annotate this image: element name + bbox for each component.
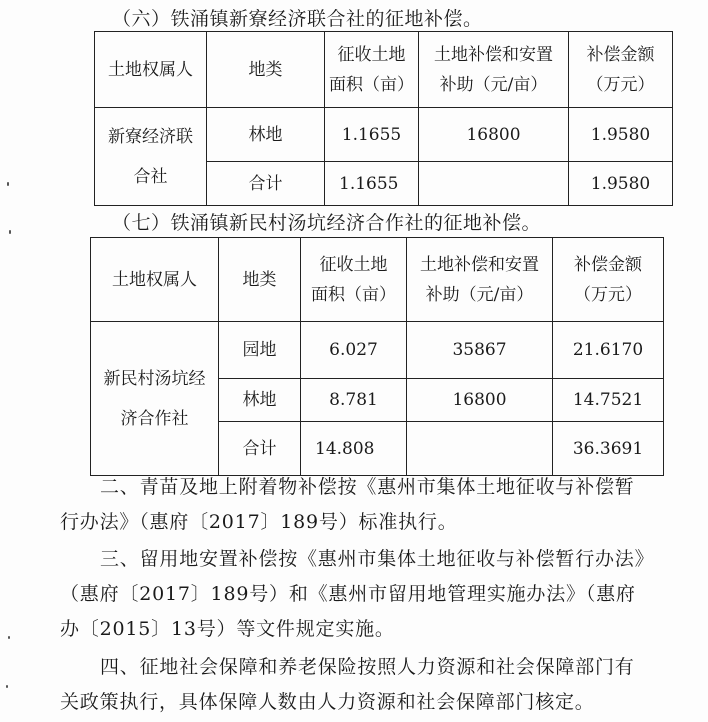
land-type-cell: 合计 — [207, 162, 325, 206]
scan-speck — [9, 230, 11, 234]
amount-cell: 1.9580 — [569, 108, 673, 162]
header-area: 征收土地 面积（亩） — [301, 238, 407, 322]
header-subsidy: 土地补偿和安置 补助（元/亩） — [419, 32, 569, 108]
subsidy-cell — [419, 162, 569, 206]
scan-speck — [6, 685, 8, 688]
scan-speck — [7, 182, 9, 186]
header-owner: 土地权属人 — [95, 32, 207, 108]
subsidy-cell: 35867 — [407, 322, 553, 379]
paragraph-2: 二、青苗及地上附着物补偿按《惠州市集体土地征收与补偿暂 行办法》（惠府〔2017〕189号）标准执行。 — [60, 476, 635, 533]
table-header-row — [95, 32, 673, 108]
section-7-heading: （七）铁涌镇新民村汤坑经济合作社的征地补偿。 — [112, 212, 542, 234]
amount-cell: 14.7521 — [553, 379, 664, 422]
subsidy-cell — [407, 422, 553, 476]
area-cell: 14.808 — [301, 422, 407, 476]
compensation-table-7 — [90, 237, 664, 476]
table-row — [91, 322, 664, 379]
amount-cell: 36.3691 — [553, 422, 664, 476]
header-subsidy: 土地补偿和安置 补助（元/亩） — [407, 238, 553, 322]
land-type-cell: 合计 — [219, 422, 301, 476]
scan-speck — [8, 636, 10, 639]
paragraph-4: 四、征地社会保障和养老保险按照人力资源和社会保障部门有 关政策执行，具体保障人数由人力资源和社会保障部门核定。 — [60, 656, 635, 713]
subsidy-cell: 16800 — [419, 108, 569, 162]
area-cell: 6.027 — [301, 322, 407, 379]
section-6-heading: （六）铁涌镇新寮经济联合社的征地补偿。 — [112, 8, 483, 30]
header-land-type: 地类 — [207, 32, 325, 108]
area-cell: 8.781 — [301, 379, 407, 422]
amount-cell: 1.9580 — [569, 162, 673, 206]
owner-cell: 新民村汤坑经 济合作社 — [91, 322, 219, 476]
table-header-row — [91, 238, 664, 322]
land-type-cell: 林地 — [219, 379, 301, 422]
owner-cell: 新寮经济联 合社 — [95, 108, 207, 206]
amount-cell: 21.6170 — [553, 322, 664, 379]
header-area: 征收土地 面积（亩） — [325, 32, 419, 108]
paragraph-3: 三、留用地安置补偿按《惠州市集体土地征收与补偿暂行办法》 （惠府〔2017〕189号）和《惠州市留用地管理实施办法》（惠府 办〔2015〕13号）等文件规定实施。 — [60, 548, 655, 640]
area-cell: 1.1655 — [325, 162, 419, 206]
header-amount: 补偿金额 （万元） — [569, 32, 673, 108]
land-type-cell: 园地 — [219, 322, 301, 379]
header-land-type: 地类 — [219, 238, 301, 322]
subsidy-cell: 16800 — [407, 379, 553, 422]
compensation-table-6 — [94, 31, 673, 206]
area-cell: 1.1655 — [325, 108, 419, 162]
land-type-cell: 林地 — [207, 108, 325, 162]
header-amount: 补偿金额 （万元） — [553, 238, 664, 322]
header-owner: 土地权属人 — [91, 238, 219, 322]
table-row — [95, 108, 673, 162]
